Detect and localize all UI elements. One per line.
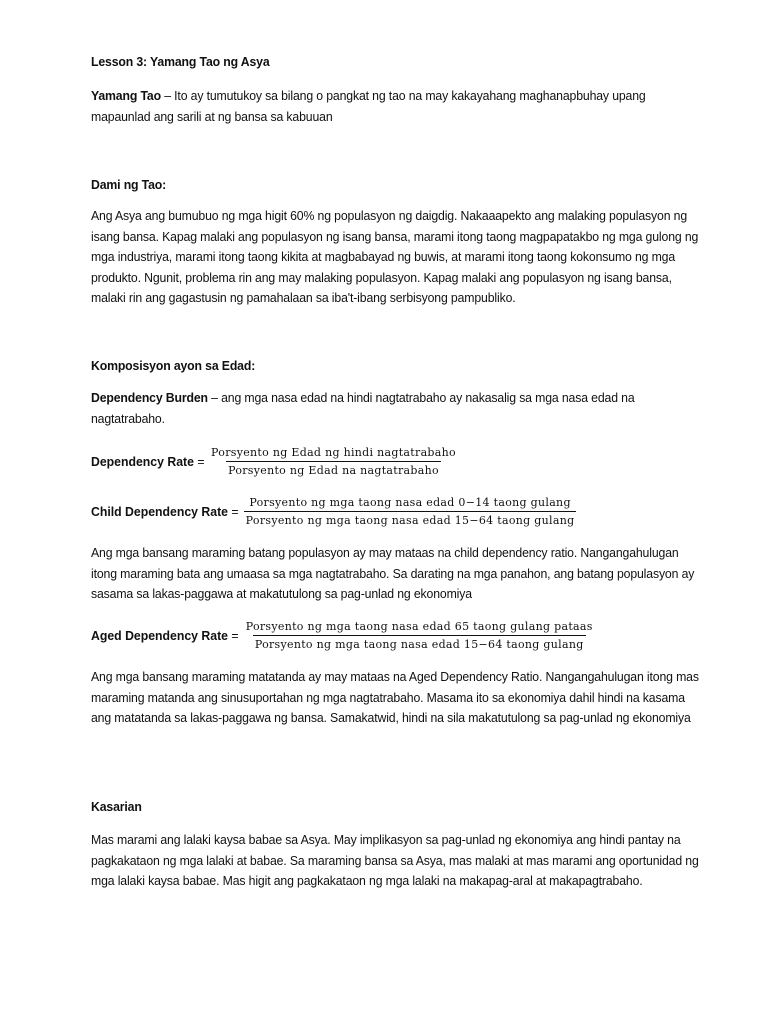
intro-paragraph <box>91 86 701 127</box>
child-rate-fraction <box>244 496 577 527</box>
aged-paragraph: Ang mga bansang maraming matatanda ay may mataas na Aged Dependency Ratio. Nangangahulugan itong mas maraming matanda ang sinusuportahan ng mga nagtatrabaho. Masama ito sa ekonomiya dahil hindi na kasama ang matatanda sa lakas-paggawa ng bansa. Samakatwid, hindi na sila makatutulong sa pag-unlad ng ekonomiya <box>91 669 699 725</box>
aged-rate-fraction <box>244 620 595 651</box>
child-rate-denominator: Porsyento ng mga taong nasa edad 15−64 taong gulang <box>244 511 577 527</box>
dependency-rate-denominator: Porsyento ng Edad na nagtatrabaho <box>226 461 441 477</box>
aged-rate-denominator: Porsyento ng mga taong nasa edad 15−64 taong gulang <box>253 635 586 651</box>
child-rate-numerator: Porsyento ng mga taong nasa edad 0−14 taong gulang <box>249 495 571 509</box>
child-rate-label: Child Dependency Rate <box>91 503 228 519</box>
aged-rate-numerator: Porsyento ng mga taong nasa edad 65 taong gulang pataas <box>245 619 593 633</box>
dami-heading: Dami ng Tao: <box>91 177 167 192</box>
aged-rate-formula <box>91 617 595 653</box>
dependency-rate-fraction <box>209 446 458 477</box>
dependency-rate-label: Dependency Rate <box>91 453 194 469</box>
lesson-title: Lesson 3: Yamang Tao ng Asya <box>91 54 270 69</box>
intro-term: Yamang Tao <box>91 88 161 103</box>
dami-paragraph: Ang Asya ang bumubuo ng mga higit 60% ng populasyon ng daigdig. Nakaaapekto ang malaking populasyon ng isang bansa. Kapag malaki ang populasyon ng isang bansa, marami itong taong magpapatakbo ng mga gulong ng mga industriya, marami itong taong kikita at magbabayad ng buwis, at marami itong taong kokonsumo ng mga produkto. Ngunit, problema rin ang may malaking populasyon. Kapag malaki ang populasyon ng isang bansa, malaki rin ang gagastusin ng pamahalaan sa iba't-ibang serbisyong pampubliko. <box>91 208 699 305</box>
kasarian-heading: Kasarian <box>91 799 142 814</box>
kasarian-paragraph: Mas marami ang lalaki kaysa babae sa Asya. May implikasyon sa pag-unlad ng ekonomiya ang hindi pantay na pagkakataon ng mga lalaki at babae. Sa maraming bansa sa Asya, mas malaki at mas marami ang oportunidad ng mga lalaki kaysa babae. Mas higit ang pagkakataon ng mga lalaki na makapag-aral at makapagtrabaho. <box>91 832 699 888</box>
dependency-rate-numerator: Porsyento ng Edad ng hindi nagtatrabaho <box>211 445 456 459</box>
dependency-burden-paragraph <box>91 388 701 429</box>
dependency-burden-term: Dependency Burden <box>91 390 208 405</box>
child-paragraph: Ang mga bansang maraming batang populasyon ay may mataas na child dependency ratio. Nangangahulugan itong maraming bata ang umaasa sa mga nagtatrabaho. Sa darating na mga panahon, ang batang populasyon ay sasama sa lakas-paggawa at makatutulong sa pag-unlad ng ekonomiya <box>91 545 695 601</box>
aged-rate-label: Aged Dependency Rate <box>91 627 229 643</box>
dependency-burden-definition: – ang mga nasa edad na hindi nagtatrabaho ay nakasalig sa mga nasa edad na nagtatrabaho. <box>91 390 635 426</box>
dependency-rate-formula <box>91 443 458 479</box>
intro-definition: – Ito ay tumutukoy sa bilang o pangkat ng tao na may kakayahang maghanapbuhay upang mapaunlad ang sarili at ng bansa sa kabuuan <box>91 88 646 124</box>
child-rate-formula <box>91 493 576 529</box>
dependency-rate-equals: = <box>193 453 205 469</box>
aged-rate-equals: = <box>228 627 239 643</box>
komposisyon-heading: Komposisyon ayon sa Edad: <box>91 358 256 373</box>
child-rate-equals: = <box>227 503 239 519</box>
